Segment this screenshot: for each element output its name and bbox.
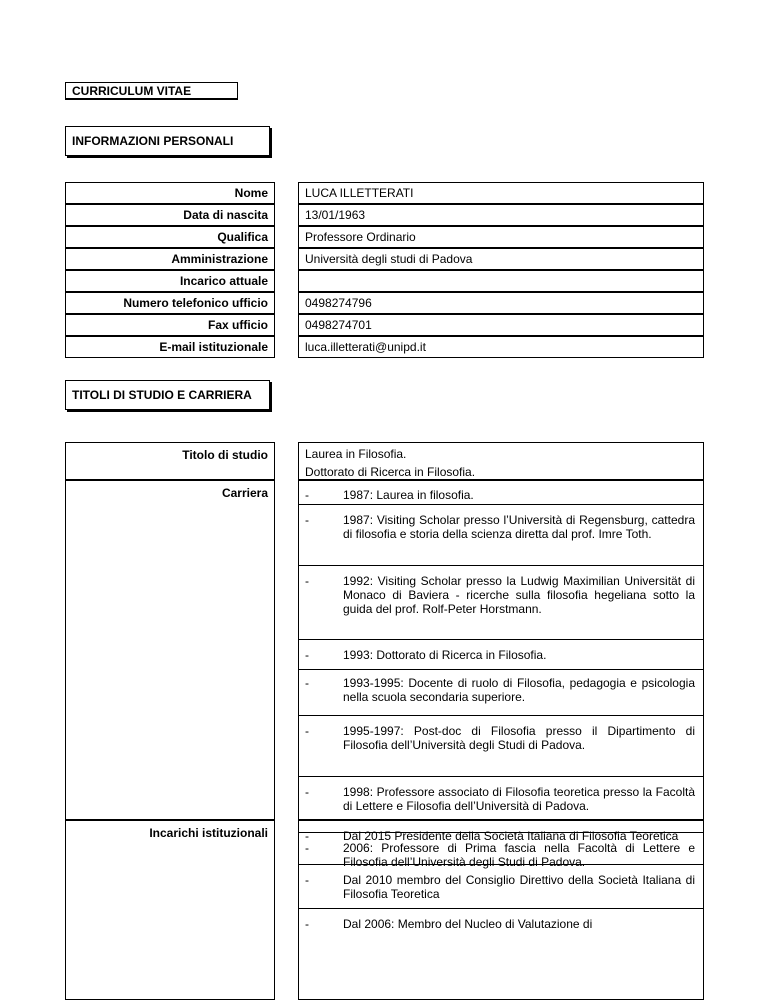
- row-value-data-nascita: 13/01/1963: [298, 204, 704, 226]
- incarichi-item: [299, 909, 703, 931]
- row-label-incarico-attuale: Incarico attuale: [65, 270, 275, 292]
- personal-info-header-box: [65, 126, 270, 156]
- incarichi-item-text: Dal 2010 membro del Consiglio Direttivo della Società Italiana di Filosofia Teoretica: [343, 873, 695, 901]
- row-value-telefono: 0498274796: [298, 292, 704, 314]
- row-label-email: E-mail istituzionale: [65, 336, 275, 358]
- incarichi-item: [299, 821, 703, 864]
- personal-info-title: INFORMAZIONI PERSONALI: [72, 134, 234, 148]
- carriera-item-text: 1993-1995: Docente di ruolo di Filosofia, pedagogia e psicologia nella scuola secondaria superiore.: [343, 676, 695, 704]
- carriera-item-text: 1992: Visiting Scholar presso la Ludwig Maximilian Universität di Monaco di Baviera - ricerche sulla filosofia hegeliana sotto la guida del prof. Rolf-Peter Horstmann.: [343, 574, 695, 616]
- titolo-value: [298, 442, 704, 480]
- titolo-label: Titolo di studio: [65, 442, 275, 480]
- carriera-item: [299, 716, 703, 776]
- cv-header-box: [65, 82, 238, 100]
- incarichi-value: [298, 820, 704, 1000]
- row-value-amministrazione: Università degli studi di Padova: [298, 248, 704, 270]
- carriera-item: [299, 505, 703, 565]
- row-value-fax: 0498274701: [298, 314, 704, 336]
- studies-header-box: [65, 380, 270, 410]
- incarichi-dash: -: [305, 829, 309, 843]
- row-value-qualifica: Professore Ordinario: [298, 226, 704, 248]
- carriera-item: [299, 481, 703, 504]
- carriera-item-text: 1998: Professore associato di Filosofia teoretica presso la Facoltà di Lettere e Filosofia dell’Università di Padova.: [343, 785, 695, 813]
- carriera-item-text: 1987: Laurea in filosofia.: [343, 488, 474, 502]
- incarichi-item-text: Dal 2015 Presidente della Società Italiana di Filosofia Teoretica: [343, 829, 679, 843]
- carriera-dash: -: [305, 648, 309, 662]
- row-value-nome: LUCA ILLETTERATI: [298, 182, 704, 204]
- carriera-item-text: 1987: Visiting Scholar presso l’Università di Regensburg, cattedra di filosofia e storia della scienza diretta dal prof. Imre Toth.: [343, 513, 695, 541]
- row-label-data-nascita: Data di nascita: [65, 204, 275, 226]
- carriera-dash: -: [305, 513, 309, 527]
- carriera-dash: -: [305, 785, 309, 799]
- incarichi-item: [299, 865, 703, 908]
- carriera-dash: -: [305, 724, 309, 738]
- studies-title: TITOLI DI STUDIO E CARRIERA: [72, 388, 252, 402]
- row-label-amministrazione: Amministrazione: [65, 248, 275, 270]
- titolo-line-1: Laurea in Filosofia.: [305, 447, 407, 461]
- carriera-label: Carriera: [65, 480, 275, 820]
- carriera-dash: -: [305, 841, 309, 855]
- carriera-item: [299, 640, 703, 669]
- row-label-fax: Fax ufficio: [65, 314, 275, 336]
- titolo-line-2: Dottorato di Ricerca in Filosofia.: [305, 465, 476, 479]
- row-label-telefono: Numero telefonico ufficio: [65, 292, 275, 314]
- incarichi-dash: -: [305, 917, 309, 931]
- carriera-dash: -: [305, 574, 309, 588]
- carriera-item: [299, 566, 703, 639]
- row-value-email: luca.illetterati@unipd.it: [298, 336, 704, 358]
- carriera-item: [299, 670, 703, 715]
- row-label-nome: Nome: [65, 182, 275, 204]
- row-value-incarico-attuale: [298, 270, 704, 292]
- cv-title: CURRICULUM VITAE: [72, 83, 192, 98]
- carriera-item-text: 1995-1997: Post-doc di Filosofia presso il Dipartimento di Filosofia dell’Università degli Studi di Padova.: [343, 724, 695, 752]
- row-label-qualifica: Qualifica: [65, 226, 275, 248]
- carriera-item-text: 2006: Professore di Prima fascia nella Facoltà di Lettere e Filosofia dell’Università degli Studi di Padova.: [343, 841, 695, 869]
- incarichi-dash: -: [305, 873, 309, 887]
- incarichi-item-text: Dal 2006: Membro del Nucleo di Valutazione di: [343, 917, 593, 931]
- incarichi-label: Incarichi istituzionali: [65, 820, 275, 1000]
- carriera-item-text: 1993: Dottorato di Ricerca in Filosofia.: [343, 648, 547, 662]
- carriera-dash: -: [305, 488, 309, 502]
- carriera-dash: -: [305, 676, 309, 690]
